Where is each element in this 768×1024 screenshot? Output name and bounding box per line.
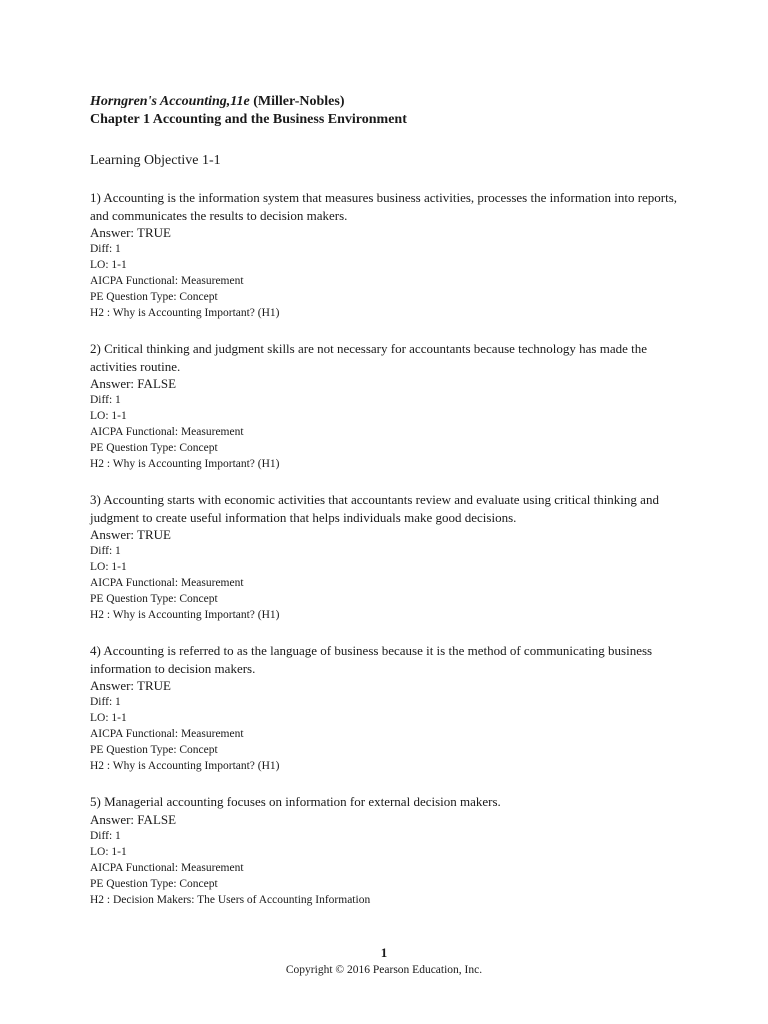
- question-5: [90, 793, 690, 908]
- question-pe-type: PE Question Type: Concept: [90, 877, 218, 890]
- question-h2: H2 : Why is Accounting Important? (H1): [90, 760, 280, 772]
- question-2: [90, 340, 690, 472]
- question-pe-type: PE Question Type: Concept: [90, 593, 218, 605]
- question-aicpa: AICPA Functional: Measurement: [90, 275, 244, 287]
- question-difficulty: Diff: 1: [90, 545, 121, 557]
- question-aicpa: AICPA Functional: Measurement: [90, 861, 244, 874]
- question-learning-objective: LO: 1-1: [90, 410, 127, 422]
- question-h2: H2 : Why is Accounting Important? (H1): [90, 458, 280, 470]
- question-1: [90, 189, 690, 321]
- question-learning-objective: LO: 1-1: [90, 845, 127, 858]
- book-title: Horngren's Accounting,11e: [90, 94, 250, 109]
- question-text: 1) Accounting is the information system that measures business activities, processes the information into reports, and communicates the results to decision makers.: [90, 190, 678, 223]
- question-3: [90, 491, 690, 623]
- question-aicpa: AICPA Functional: Measurement: [90, 426, 244, 438]
- question-pe-type: PE Question Type: Concept: [90, 291, 218, 303]
- question-text: 3) Accounting starts with economic activities that accountants review and evaluate using critical thinking and judgment to create useful information that helps individuals make good decisions.: [90, 492, 659, 525]
- question-answer: Answer: FALSE: [90, 811, 177, 827]
- question-difficulty: Diff: 1: [90, 829, 121, 842]
- question-4: [90, 642, 690, 774]
- question-h2: H2 : Why is Accounting Important? (H1): [90, 307, 280, 319]
- page-number: 1: [380, 945, 388, 960]
- question-pe-type: PE Question Type: Concept: [90, 744, 218, 756]
- question-pe-type: PE Question Type: Concept: [90, 442, 218, 454]
- question-learning-objective: LO: 1-1: [90, 561, 127, 573]
- question-h2: H2 : Decision Makers: The Users of Accounting Information: [90, 893, 371, 906]
- question-aicpa: AICPA Functional: Measurement: [90, 577, 244, 589]
- question-answer: Answer: TRUE: [90, 225, 172, 240]
- question-answer: Answer: TRUE: [90, 678, 172, 693]
- question-difficulty: Diff: 1: [90, 696, 121, 708]
- question-text: 5) Managerial accounting focuses on information for external decision makers.: [90, 794, 501, 809]
- chapter-title: Chapter 1 Accounting and the Business Environment: [90, 112, 407, 127]
- question-text: 4) Accounting is referred to as the language of business because it is the method of communicating business information to decision makers.: [90, 643, 653, 676]
- question-text: 2) Critical thinking and judgment skills are not necessary for accountants because technology has made the activities routine.: [90, 341, 648, 374]
- learning-objective-heading: Learning Objective 1-1: [90, 153, 221, 168]
- question-learning-objective: LO: 1-1: [90, 259, 127, 271]
- question-h2: H2 : Why is Accounting Important? (H1): [90, 609, 280, 621]
- question-difficulty: Diff: 1: [90, 243, 121, 255]
- book-authors: (Miller-Nobles): [249, 94, 345, 109]
- page-content: [90, 93, 690, 908]
- question-learning-objective: LO: 1-1: [90, 712, 127, 724]
- copyright-notice: Copyright © 2016 Pearson Education, Inc.: [285, 964, 483, 976]
- question-answer: Answer: TRUE: [90, 527, 172, 542]
- question-difficulty: Diff: 1: [90, 394, 121, 406]
- question-answer: Answer: FALSE: [90, 376, 177, 391]
- question-aicpa: AICPA Functional: Measurement: [90, 728, 244, 740]
- book-line: [90, 93, 690, 111]
